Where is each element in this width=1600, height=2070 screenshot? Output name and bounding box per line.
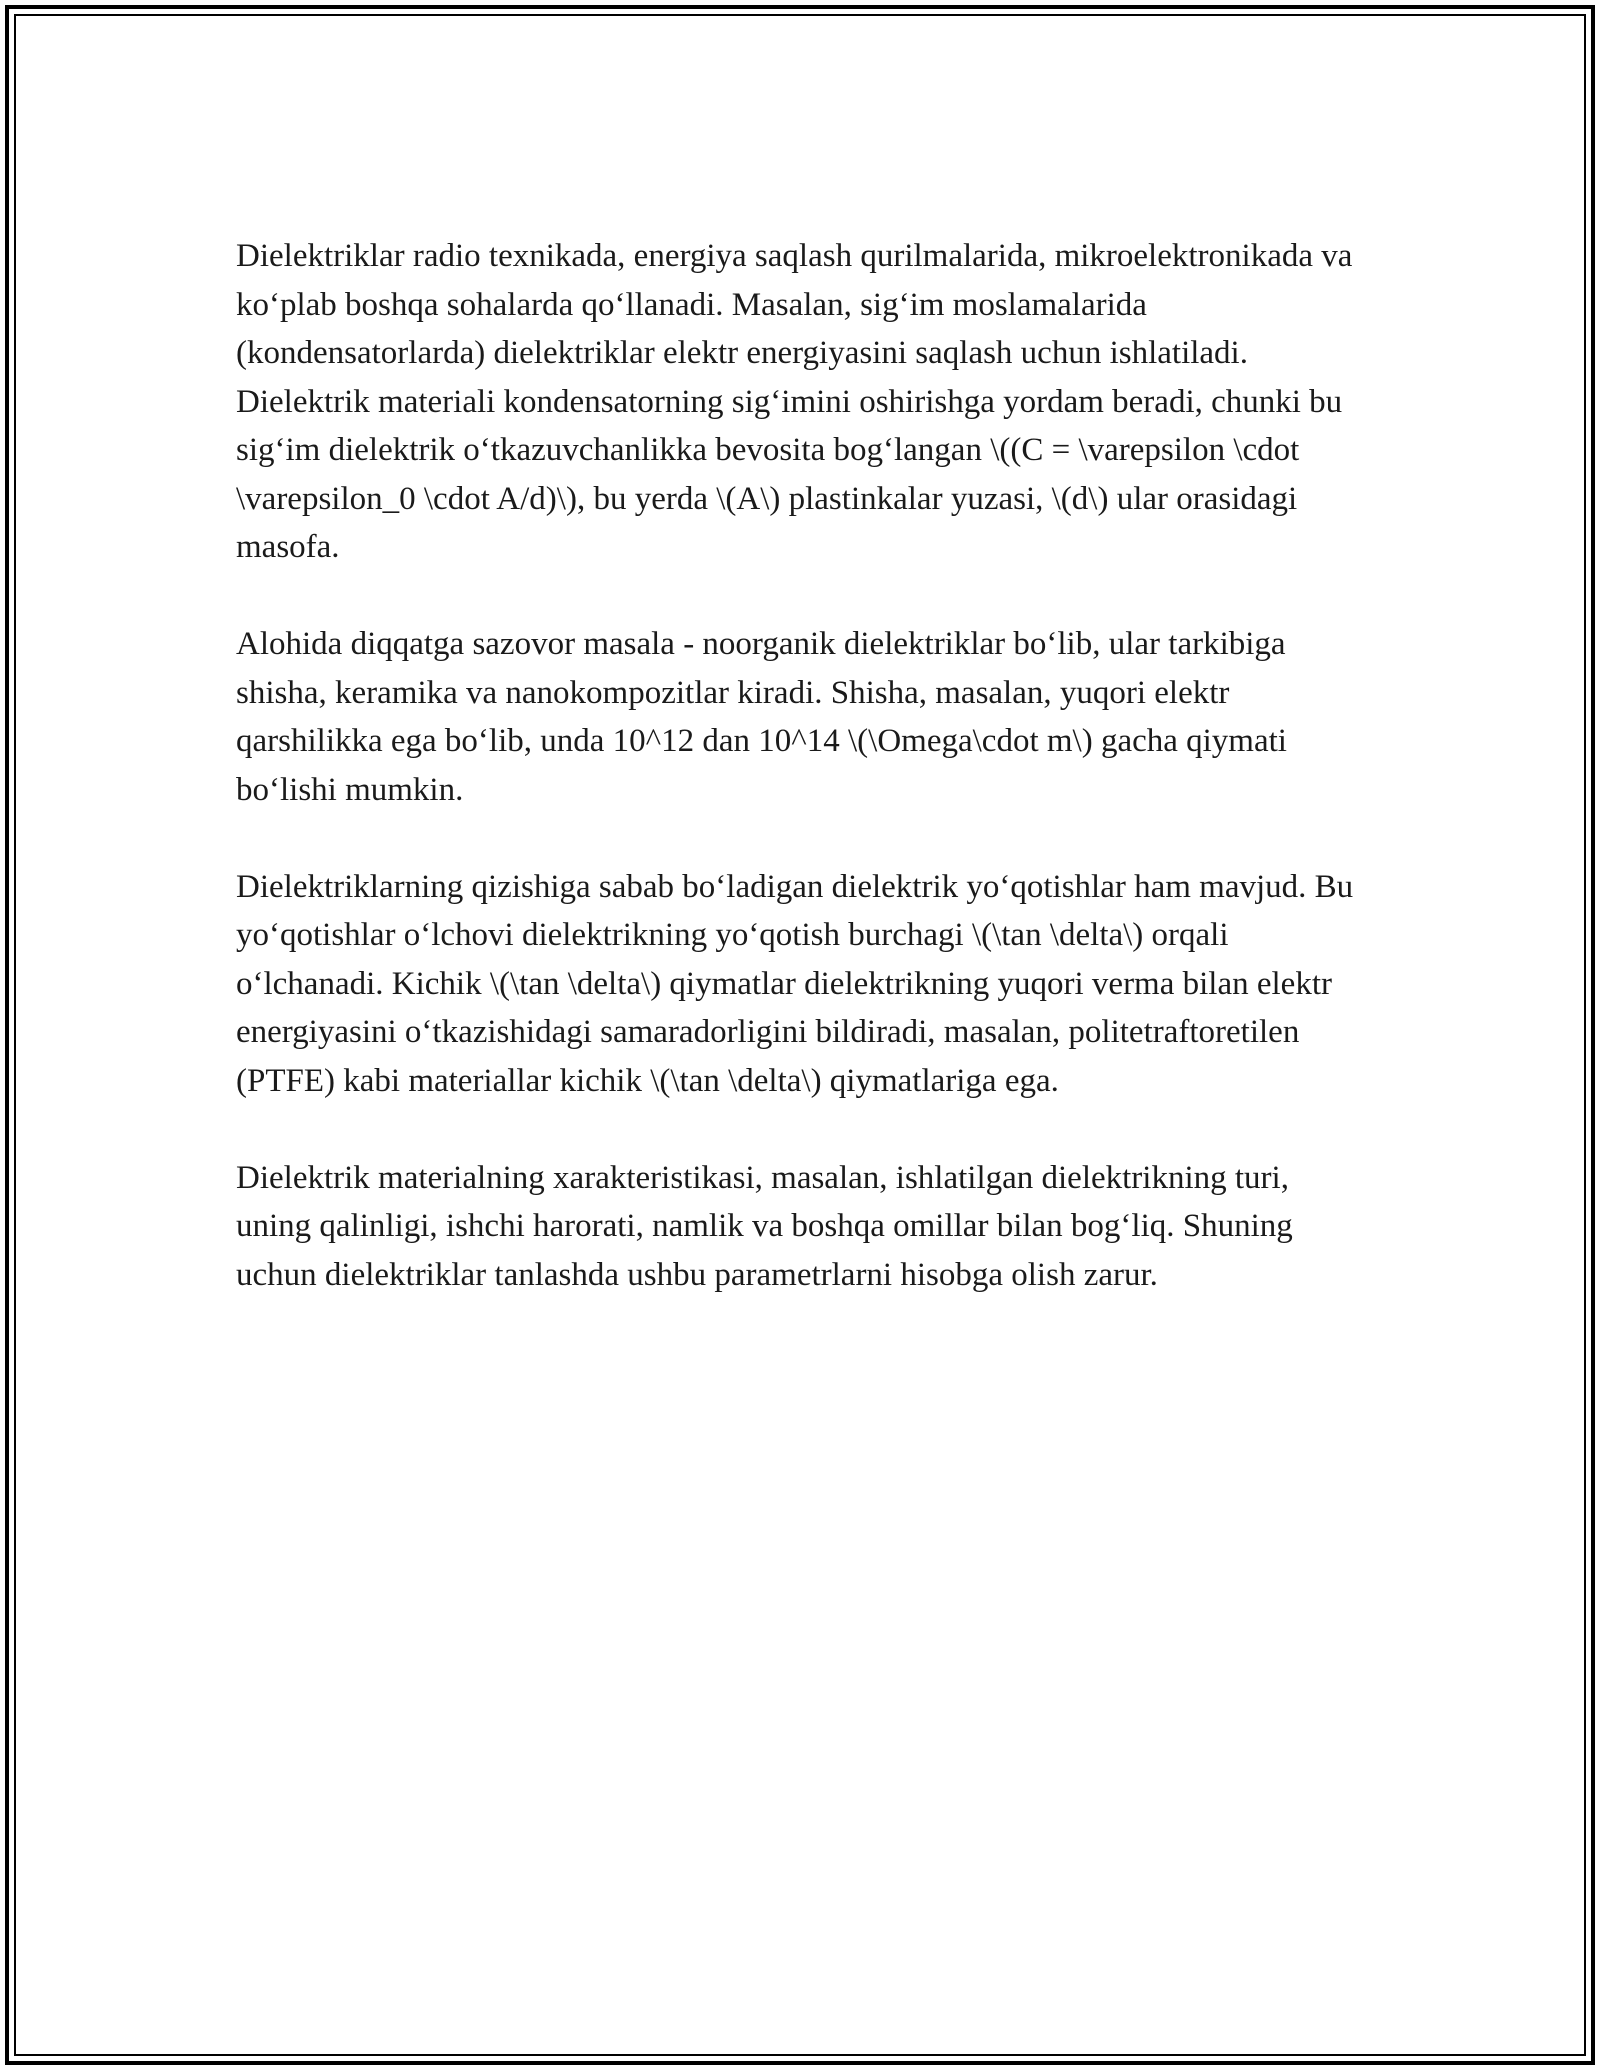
paragraph-dielectric-losses: Dielektriklarning qizishiga sabab bo‘ladigan dielektrik yo‘qotishlar ham mavjud. Bu yo‘qotishlar o‘lchovi dielektrikning yo‘qotish burchagi \(\tan \delta\) orqali o‘lchanadi. Kichik \(\tan \delta\) qiymatlar dielektrikning yuqori verma bilan elektr energiyasini o‘tkazishidagi samaradorligini bildiradi, masalan, politetraftoretilen (PTFE) kabi materiallar kichik \(\tan \delta\) qiymatlariga ega.	[236, 868, 1354, 1099]
paragraph-material-characteristics: Dielektrik materialning xarakteristikasi, masalan, ishlatilgan dielektrikning turi, uning qalinligi, ishchi harorati, namlik va boshqa omillar bilan bog‘liq. Shuning uchun dielektriklar tanlashda ushbu parametrlarni hisobga olish zarur.	[236, 1159, 1293, 1293]
paragraph-capacitor-usage: Dielektriklar radio texnikada, energiya saqlash qurilmalarida, mikroelektronikada va ko‘plab boshqa sohalarda qo‘llanadi. Masalan, sig‘im moslamalarida (kondensatorlarda) dielektriklar elektr energiyasini saqlash uchun ishlatiladi. Dielektrik materiali kondensatorning sig‘imini oshirishga yordam beradi, chunki bu sig‘im dielektrik o‘tkazuvchanlikka bevosita bog‘langan \((C = \varepsilon \cdot \varepsilon_0 \cdot A/d)\), bu yerda \(A\) plastinkalar yuzasi, \(d\) ular orasidagi masofa.	[236, 238, 1353, 565]
document-body	[236, 232, 1366, 1348]
paragraph-inorganic-dielectrics: Alohida diqqatga sazovor masala - noorganik dielektriklar bo‘lib, ular tarkibiga shisha, keramika va nanokompozitlar kiradi. Shisha, masalan, yuqori elektr qarshilikka ega bo‘lib, unda 10^12 dan 10^14 \(\Omega\cdot m\) gacha qiymati bo‘lishi mumkin.	[236, 626, 1287, 808]
